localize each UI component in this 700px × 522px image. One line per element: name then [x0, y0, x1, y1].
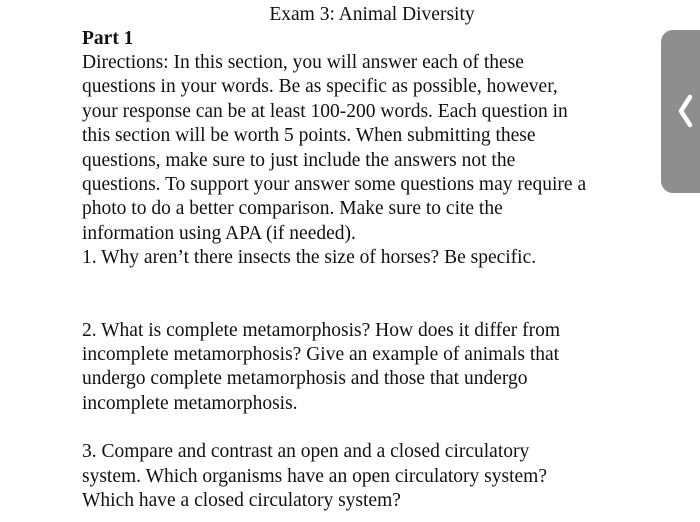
answer-space	[82, 416, 642, 440]
text-line: Which have a closed circulatory system?	[82, 490, 401, 512]
question-1	[82, 246, 642, 270]
directions-paragraph	[82, 51, 642, 246]
text-line: this section will be worth 5 points. When submitting these	[82, 125, 536, 147]
part-heading: Part 1	[82, 28, 134, 49]
text-line: photo to do a better comparison. Make sure to cite the	[82, 198, 503, 220]
text-line: incomplete metamorphosis.	[82, 392, 298, 414]
text-line: questions in your words. Be as specific as possible, however,	[82, 76, 558, 98]
text-line: 1. Why aren’t there insects the size of horses? Be specific.	[82, 247, 537, 269]
text-line: 3. Compare and contrast an open and a closed circulatory	[82, 441, 530, 463]
text-line: questions, make sure to just include the answers not the	[82, 149, 516, 171]
question-3	[82, 440, 642, 513]
text-line: system. Which organisms have an open circulatory system?	[82, 465, 548, 487]
text-line: 2. What is complete metamorphosis? How does it differ from	[82, 319, 561, 341]
text-line: undergo complete metamorphosis and those that undergo	[82, 368, 528, 390]
page-title: Exam 3: Animal Diversity	[269, 4, 475, 25]
text-line: Directions: In this section, you will answer each of these	[82, 52, 524, 73]
question-2	[82, 319, 642, 417]
text-line: incomplete metamorphosis? Give an example of animals that	[82, 344, 560, 366]
side-panel-tab[interactable]	[661, 30, 700, 193]
text-line: your response can be at least 100-200 words. Each question in	[82, 100, 568, 122]
text-line: questions. To support your answer some questions may require a	[82, 174, 587, 196]
document-page	[82, 0, 642, 514]
text-line: information using APA (if needed).	[82, 222, 356, 244]
chevron-left-icon	[675, 94, 695, 128]
answer-space	[82, 271, 642, 319]
